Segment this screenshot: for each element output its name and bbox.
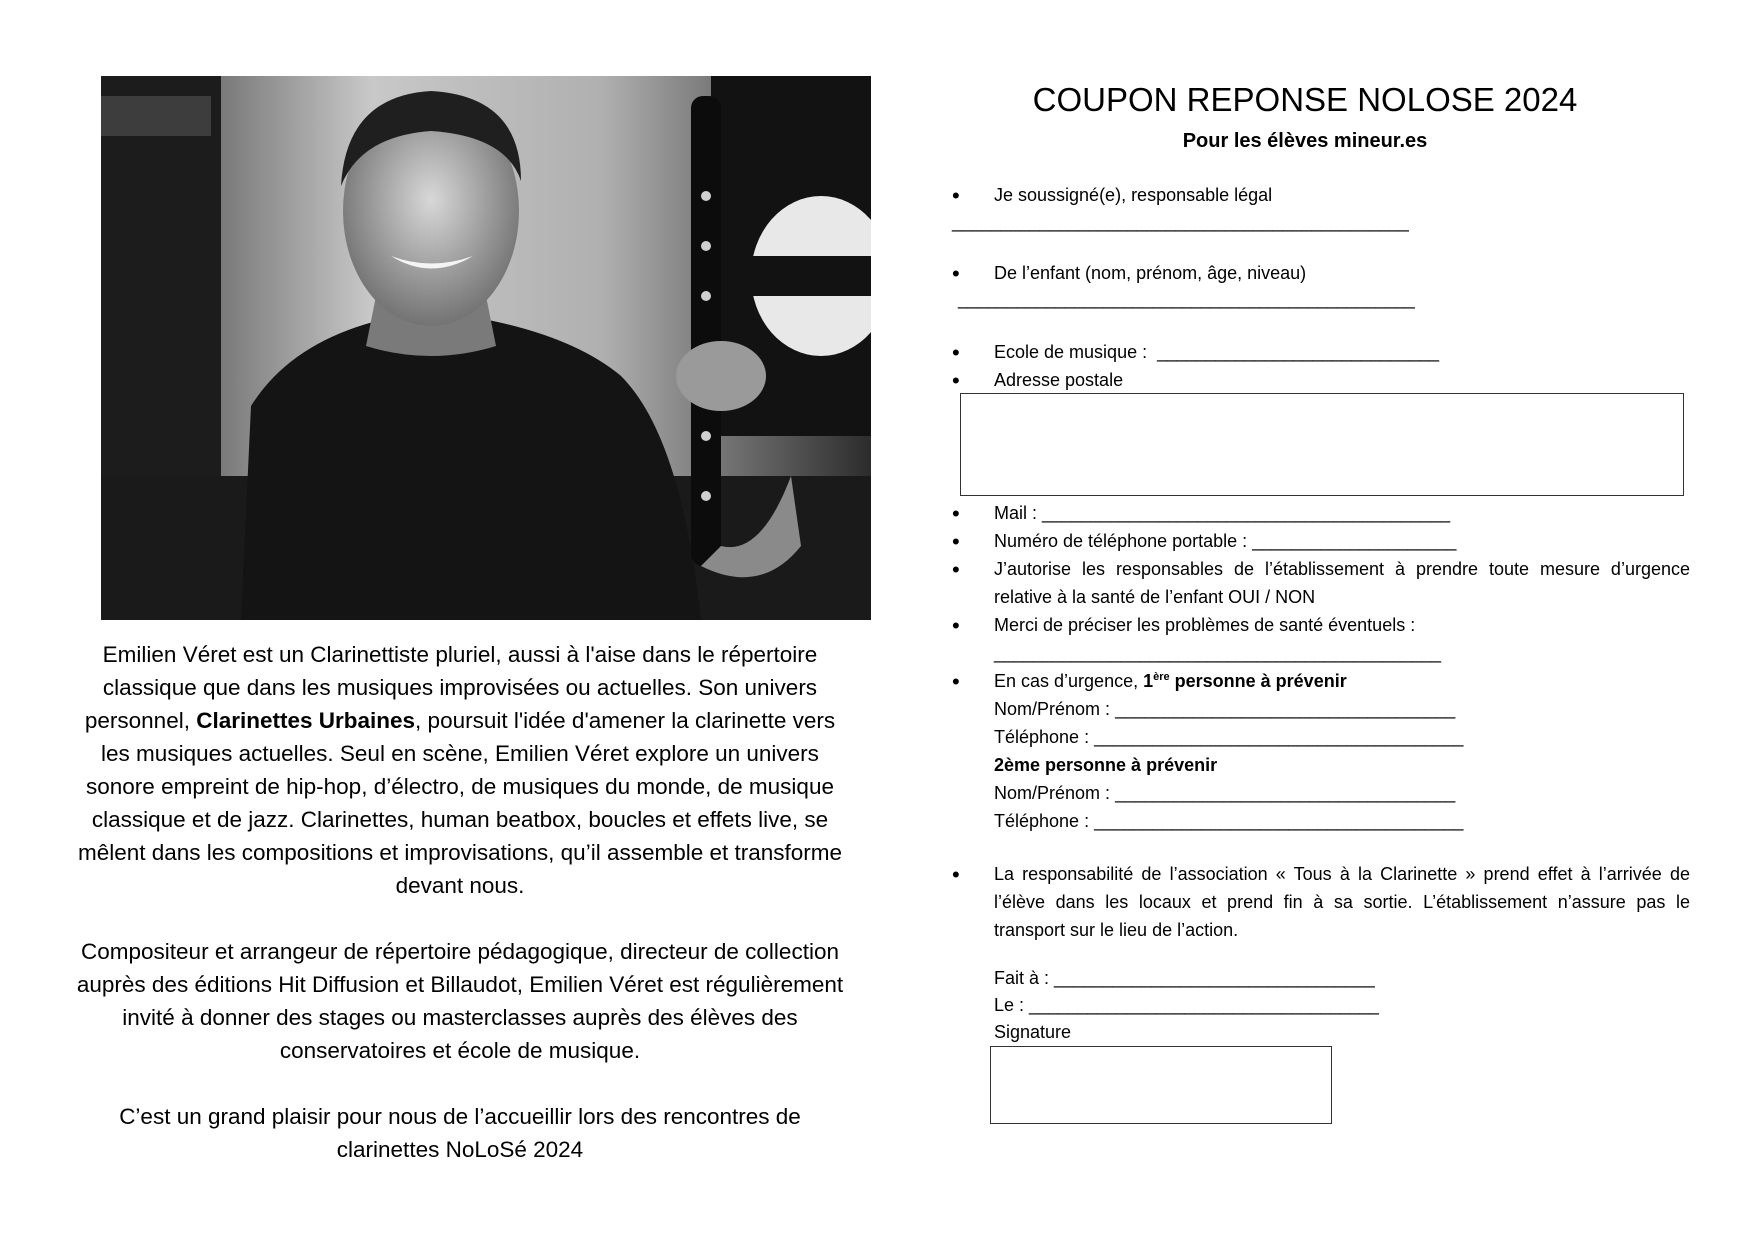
coupon-subtitle: Pour les élèves mineur.es (1182, 130, 1428, 152)
field-responsable-label: Je soussigné(e), responsable légal (994, 185, 1273, 205)
field-fait-line[interactable]: _________________________________ (1054, 968, 1375, 988)
field-fait: Fait à : _________________________________ (994, 968, 1375, 988)
clarinettist-photo (101, 76, 871, 620)
bullet-icon: • (952, 557, 960, 582)
field-nom1-line[interactable]: ___________________________________ (1115, 699, 1455, 719)
field-sante-line[interactable]: ______________________________________________ (994, 643, 1441, 663)
signature-label: Signature (994, 1022, 1072, 1042)
field-ecole: Ecole de musique : _____________________________ (994, 342, 1439, 362)
field-sante-label: Merci de préciser les problèmes de santé éventuels : (994, 615, 1416, 635)
field-tel2-line[interactable]: ______________________________________ (1094, 811, 1464, 831)
field-tel2: Téléphone : ______________________________________ (994, 811, 1464, 831)
field-adresse-box[interactable] (960, 393, 1684, 496)
bullet-icon: • (952, 529, 960, 554)
field-tel: Numéro de téléphone portable : _____________________ (994, 531, 1457, 551)
bio-paragraph-3: C’est un grand plaisir pour nous de l’accueillir lors des rencontres de clarinettes NoLoSé 2024 (119, 1104, 801, 1162)
second-contact-heading: 2ème personne à prévenir (994, 755, 1218, 775)
field-mail: Mail : __________________________________________ (994, 503, 1450, 523)
bio-paragraph-1: Emilien Véret est un Clarinettiste pluriel, aussi à l'aise dans le répertoire classique que dans les musiques improvisées ou actuelles. Son univers personnel, Clarinettes Urbaines, poursuit l'idée d'amener la clarinette vers les musiques actuelles. Seul en scène, Emilien Véret explore un univers sonore empreint de hip-hop, d’électro, de musiques du monde, de musique classique et de jazz. Clarinettes, human beatbox, boucles et effets live, se mêlent dans les compositions et improvisations, qu’il assemble et transforme devant nous. (77, 642, 843, 898)
bullet-icon: • (952, 501, 960, 526)
bullet-icon: • (952, 669, 960, 694)
field-tel1-line[interactable]: ______________________________________ (1094, 727, 1464, 747)
field-tel-line[interactable]: _____________________ (1252, 531, 1457, 551)
responsabilite-text: La responsabilité de l’association « Tous à la Clarinette » prend effet à l’arrivée de l’élève dans les locaux et prend fin à sa sortie. L’établissement n’assure pas le transport sur le lieu de l’action. (994, 864, 1690, 940)
coupon-title: COUPON REPONSE NOLOSE 2024 (1032, 81, 1578, 118)
field-ecole-line[interactable]: _____________________________ (1157, 342, 1439, 362)
clarinettist-photo-icon (101, 76, 871, 620)
bullet-icon: • (952, 862, 960, 887)
field-adresse-label: Adresse postale (994, 370, 1124, 390)
bio-bold-project: Clarinettes Urbaines (196, 708, 416, 733)
bullet-icon: • (952, 261, 960, 286)
bullet-icon: • (952, 340, 960, 365)
field-tel1: Téléphone : ______________________________________ (994, 727, 1464, 747)
urgence-heading: En cas d’urgence, 1ère personne à prévenir (994, 671, 1347, 691)
bullet-icon: • (952, 613, 960, 638)
bullet-icon: • (952, 183, 960, 208)
field-responsable-line[interactable]: _______________________________________________ (952, 212, 1409, 232)
field-le: Le : ____________________________________ (994, 995, 1379, 1015)
bullet-icon: • (952, 368, 960, 393)
field-enfant-label: De l’enfant (nom, prénom, âge, niveau) (994, 263, 1307, 283)
field-nom2: Nom/Prénom : ___________________________________ (994, 783, 1455, 803)
bio-paragraph-2: Compositeur et arrangeur de répertoire pédagogique, directeur de collection auprès des éditions Hit Diffusion et Billaudot, Emilien Véret est régulièrement invité à donner des stages ou masterclasses auprès des élèves des conservatoires et école de musique. (76, 939, 844, 1063)
signature-box[interactable] (990, 1046, 1332, 1124)
field-autorisation: J’autorise les responsables de l’établissement à prendre toute mesure d’urgence relative à la santé de l’enfant OUI / NON (994, 559, 1690, 607)
bio-text (70, 638, 850, 1199)
field-nom2-line[interactable]: ___________________________________ (1115, 783, 1455, 803)
field-enfant-line[interactable]: _______________________________________________ (958, 289, 1415, 309)
field-mail-line[interactable]: __________________________________________ (1042, 503, 1450, 523)
field-nom1: Nom/Prénom : ___________________________________ (994, 699, 1455, 719)
field-le-line[interactable]: ____________________________________ (1029, 995, 1379, 1015)
